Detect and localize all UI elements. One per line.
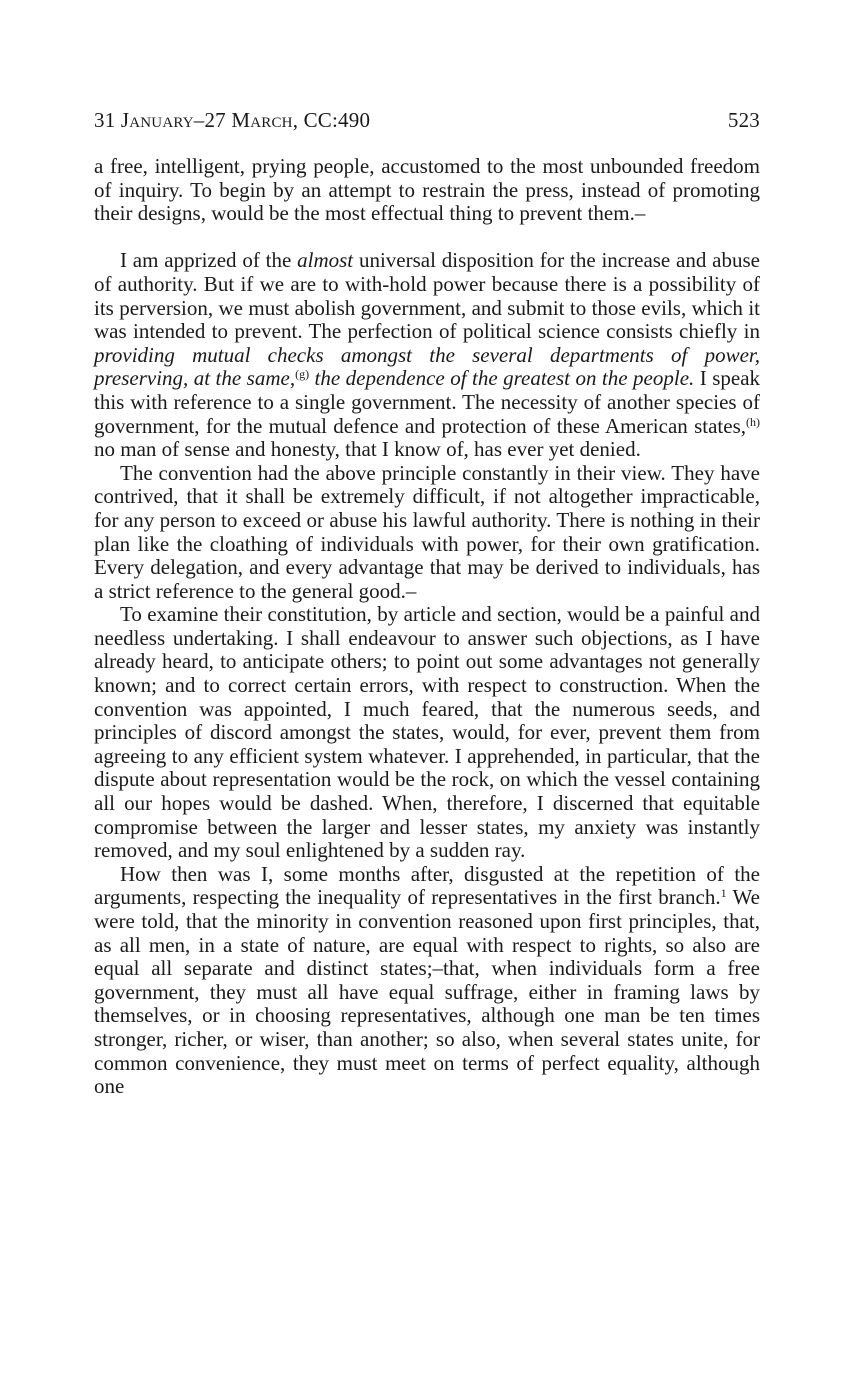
paragraph-4: To examine their constitution, by article and section, would be a painful and needless undertaking. I shall endeavour to answer such objections, as I have already heard, to anticipate others; to point out some advantages not generally known; and to correct certain errors, with respect to construction. When the convention was appointed, I much feared, that the numerous seeds, and principles of discord amongst the states, would, for ever, prevent them from agreeing to any efficient system whatever. I apprehended, in particular, that the dispute about representation would be the rock, on which the vessel containing all our hopes would be dashed. When, therefore, I discerned that equitable compromise between the larger and lesser states, my anxiety was instantly removed, and my soul enlightened by a sudden ray. (94, 602, 760, 863)
header-date-prefix: 31 (94, 108, 121, 132)
paragraph-3: The convention had the above principle constantly in their view. They have contrived, that it shall be extremely difficult, if not altogether impracticable, for any person to exceed or abuse his lawful authority. There is nothing in their plan like the cloathing of individuals with power, for their own gratification. Every delegation, and every advantage that may be derived to individuals, has a strict reference to the general good.– (94, 460, 760, 603)
footnote-marker-g: (g) (295, 367, 310, 382)
emphasis-mutual-checks: providing mutual checks amongst the several departments of power, preserving, at the same, (94, 342, 760, 391)
emphasis-almost: almost (297, 248, 354, 273)
header-month-march: March (231, 108, 293, 132)
footnote-marker-1: 1 (720, 886, 727, 901)
paragraph-5: How then was I, some months after, disgusted at the repetition of the arguments, respecting the inequality of representatives in the first branch.$^1$ We were told, that the minority in convention reasoned upon first principles, that, as all men, in a state of nature, are equal with respect to rights, so also are equal all separate and distinct states;–that, when individuals form a free government, they must all have equal suffrage, either in framing laws by themselves, or in choosing representatives, although one man be ten times stronger, richer, or wiser, than another; so also, when several states unite, for common convenience, they must meet on terms of perfect equality, although one (94, 861, 760, 1099)
header-document-ref: , CC:490 (292, 108, 371, 132)
emphasis-dependence: the dependence of the greatest on the people. (309, 366, 695, 391)
header-date-dash: –27 (193, 108, 232, 132)
paragraph-2: I am apprized of the almost universal disposition for the increase and abuse of authority. But if we are to with-hold power because there is a possibility of its perversion, we must abolish government, and submit to those evils, which it was intended to prevent. The perfection of political science consists chiefly in providing mutual checks amongst the several departments of power, preserving, at the same,$^{(g)}$ the dependence of the greatest on the people. I speak this with reference to a single government. The necessity of another species of government, for the mutual defence and protection of these American states,$^{(h)}$ no man of sense and honesty, that I know of, has ever yet denied. (94, 248, 761, 462)
footnote-marker-h: (h) (746, 414, 760, 429)
header-month-january: January (120, 108, 194, 132)
page-number: 523 (727, 108, 760, 132)
body-text (94, 155, 760, 1099)
paragraph-1: a free, intelligent, prying people, accustomed to the most unbounded freedom of inquiry. To begin by an attempt to restrain the press, instead of promoting their designs, would be the most effectual thing to prevent them.– (94, 154, 760, 226)
running-header-title (94, 108, 370, 133)
running-header (94, 108, 760, 138)
